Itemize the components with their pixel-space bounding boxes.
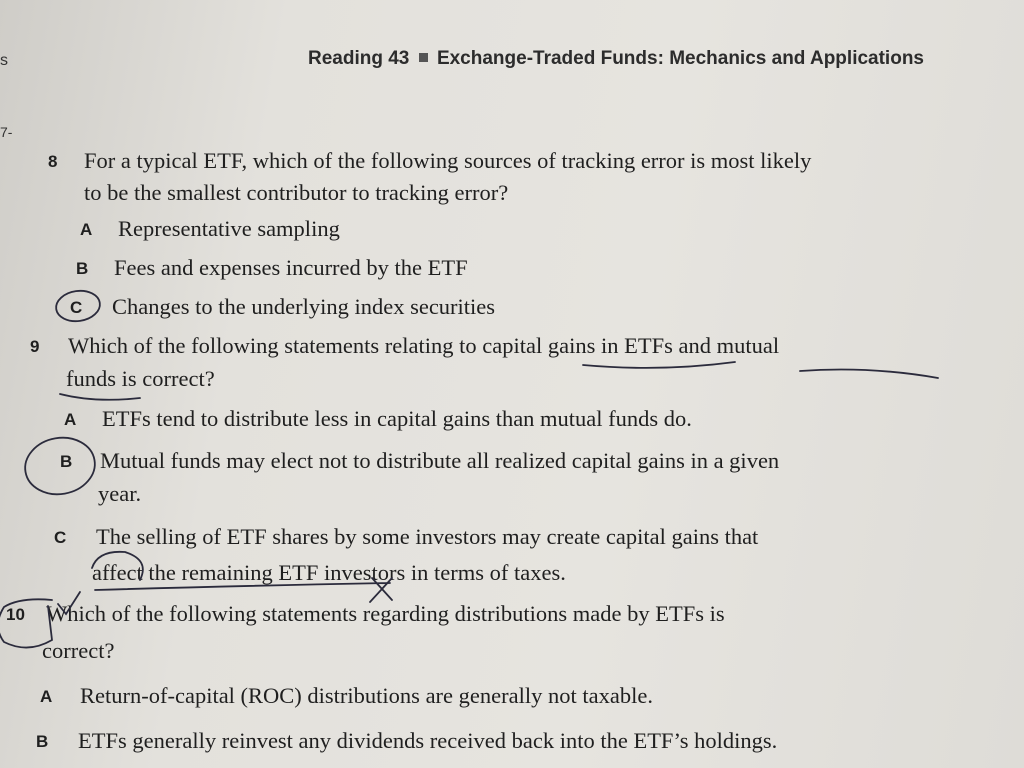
question-8-option-c [70, 294, 496, 320]
question-10-stem-line-1 [6, 601, 725, 627]
question-8-stem-line-2: to be the smallest contributor to tracking error? [84, 180, 509, 205]
header-separator-icon [419, 53, 428, 62]
option-text: ETFs tend to distribute less in capital gains than mutual funds do. [102, 406, 692, 431]
question-stem-text: Which of the following statements regarding distributions made by ETFs is [46, 601, 725, 626]
option-letter: C [70, 298, 83, 317]
option-text: ETFs generally reinvest any dividends received back into the ETF’s holdings. [78, 728, 778, 753]
question-number: 9 [30, 337, 40, 356]
question-8-option-b [76, 255, 468, 281]
option-text: Mutual funds may elect not to distribute all realized capital gains in a given [100, 448, 780, 473]
question-number: 10 [6, 605, 25, 624]
option-letter: C [54, 528, 67, 547]
margin-mark: s [0, 52, 8, 69]
question-stem-text: Which of the following statements relating to capital gains in ETFs and mutual [68, 333, 780, 358]
question-9-option-b-continuation: year. [98, 481, 142, 506]
option-letter: B [60, 452, 73, 471]
question-10-option-a [40, 683, 653, 709]
underline-capital-gains-mark [583, 362, 735, 368]
underline-etfs-mark [800, 370, 938, 378]
option-letter: A [64, 410, 77, 429]
header-reading: Reading 43 [308, 48, 410, 69]
bleed-through-shadow [639, 177, 940, 223]
option-text: Representative sampling [118, 216, 340, 241]
question-8-option-a [80, 216, 340, 242]
question-9-option-a [64, 406, 692, 432]
option-text: Return-of-capital (ROC) distributions are generally not taxable. [80, 683, 653, 708]
option-letter: B [36, 732, 49, 751]
header-title: Exchange-Traded Funds: Mechanics and Applications [436, 48, 924, 69]
question-10-option-b [36, 728, 778, 754]
question-9-stem-line-2: funds is correct? [66, 366, 215, 391]
question-9-option-b [60, 448, 780, 474]
option-letter: A [80, 220, 93, 239]
margin-mark: 7- [0, 124, 13, 140]
question-10-stem-line-2: correct? [42, 638, 115, 663]
option-text: Changes to the underlying index securities [112, 294, 496, 319]
option-letter: A [40, 687, 53, 706]
running-header [308, 48, 924, 70]
question-number: 8 [48, 152, 58, 171]
question-stem-text: For a typical ETF, which of the following sources of tracking error is most likely [84, 148, 812, 173]
question-9-option-c [54, 524, 759, 550]
option-text: The selling of ETF shares by some investors may create capital gains that [96, 524, 759, 549]
question-9-stem-line-1 [30, 333, 780, 359]
question-9-option-c-continuation: affect the remaining ETF investors in terms of taxes. [92, 560, 566, 585]
underline-funds-correct-mark [60, 394, 140, 400]
option-text: Fees and expenses incurred by the ETF [114, 255, 468, 280]
question-8-stem-line-1 [48, 148, 812, 174]
option-letter: B [76, 259, 89, 278]
